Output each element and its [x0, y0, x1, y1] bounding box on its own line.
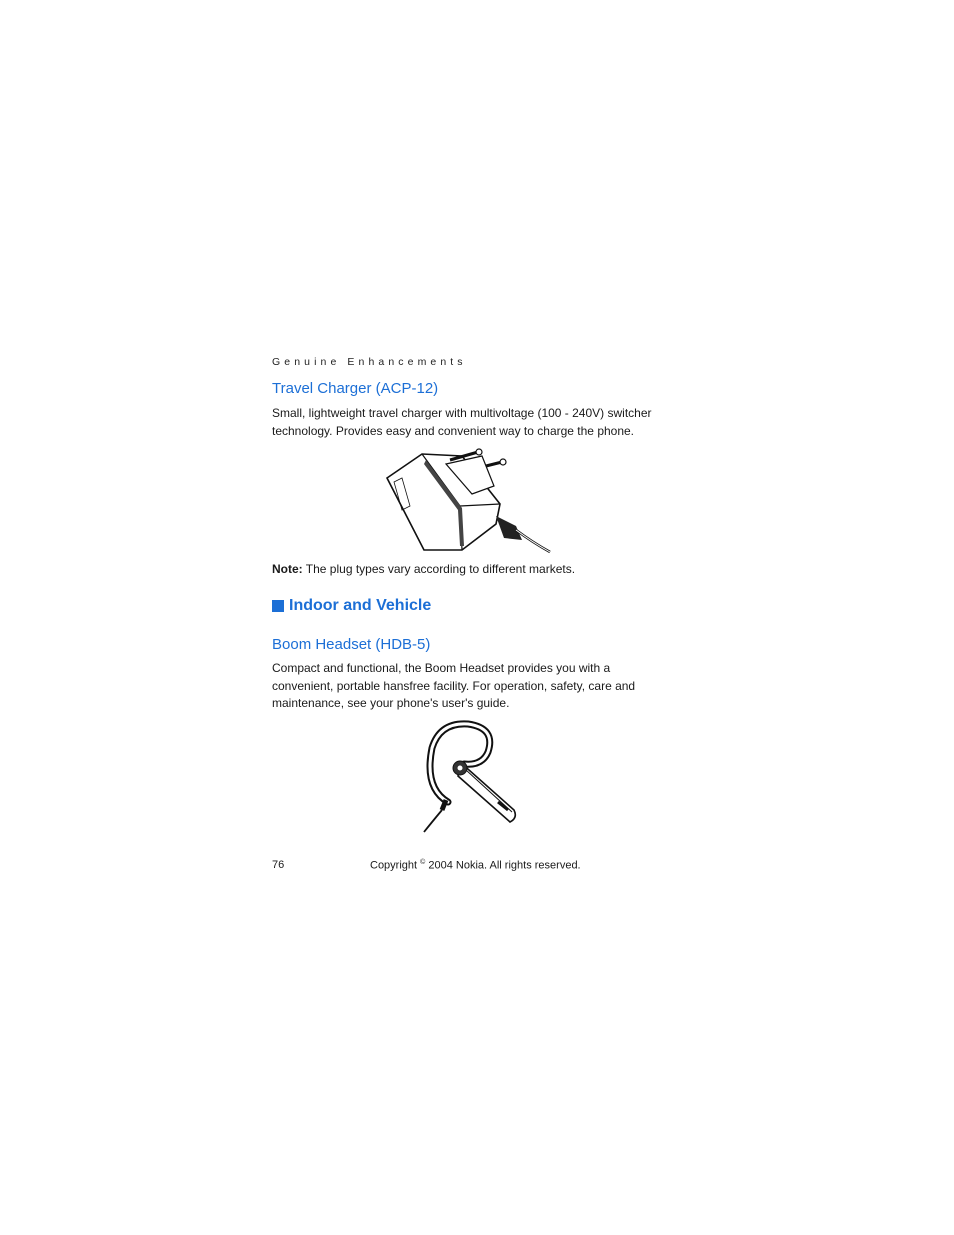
- travel-charger-illustration: [382, 446, 562, 558]
- copyright-symbol: ©: [420, 859, 426, 866]
- note-label: Note:: [272, 562, 303, 576]
- boom-headset-description: Compact and functional, the Boom Headset provides you with a convenient, portable hansfree facility. For operation, safety, care and maintenance, see your phone's user's guide.: [272, 661, 636, 710]
- copyright-prefix: Copyright: [370, 859, 421, 872]
- travel-charger-description: Small, lightweight travel charger with multivoltage (100 - 240V) switcher technology. Provides easy and convenient way to charge the phone.: [272, 406, 652, 438]
- indoor-vehicle-heading: [272, 597, 431, 615]
- copyright-notice: [370, 859, 581, 872]
- copyright-suffix: 2004 Nokia. All rights reserved.: [425, 859, 581, 872]
- note-body: The plug types vary according to different markets.: [302, 562, 576, 576]
- note-text: [272, 562, 575, 576]
- travel-charger-heading: Travel Charger (ACP-12): [272, 380, 439, 397]
- blue-square-icon: [272, 600, 284, 612]
- indoor-vehicle-title: Indoor and Vehicle: [289, 597, 432, 614]
- boom-headset-illustration: [418, 718, 528, 836]
- page-number: 76: [272, 859, 285, 871]
- boom-headset-heading: Boom Headset (HDB-5): [272, 636, 431, 653]
- running-header: Genuine Enhancements: [272, 356, 467, 368]
